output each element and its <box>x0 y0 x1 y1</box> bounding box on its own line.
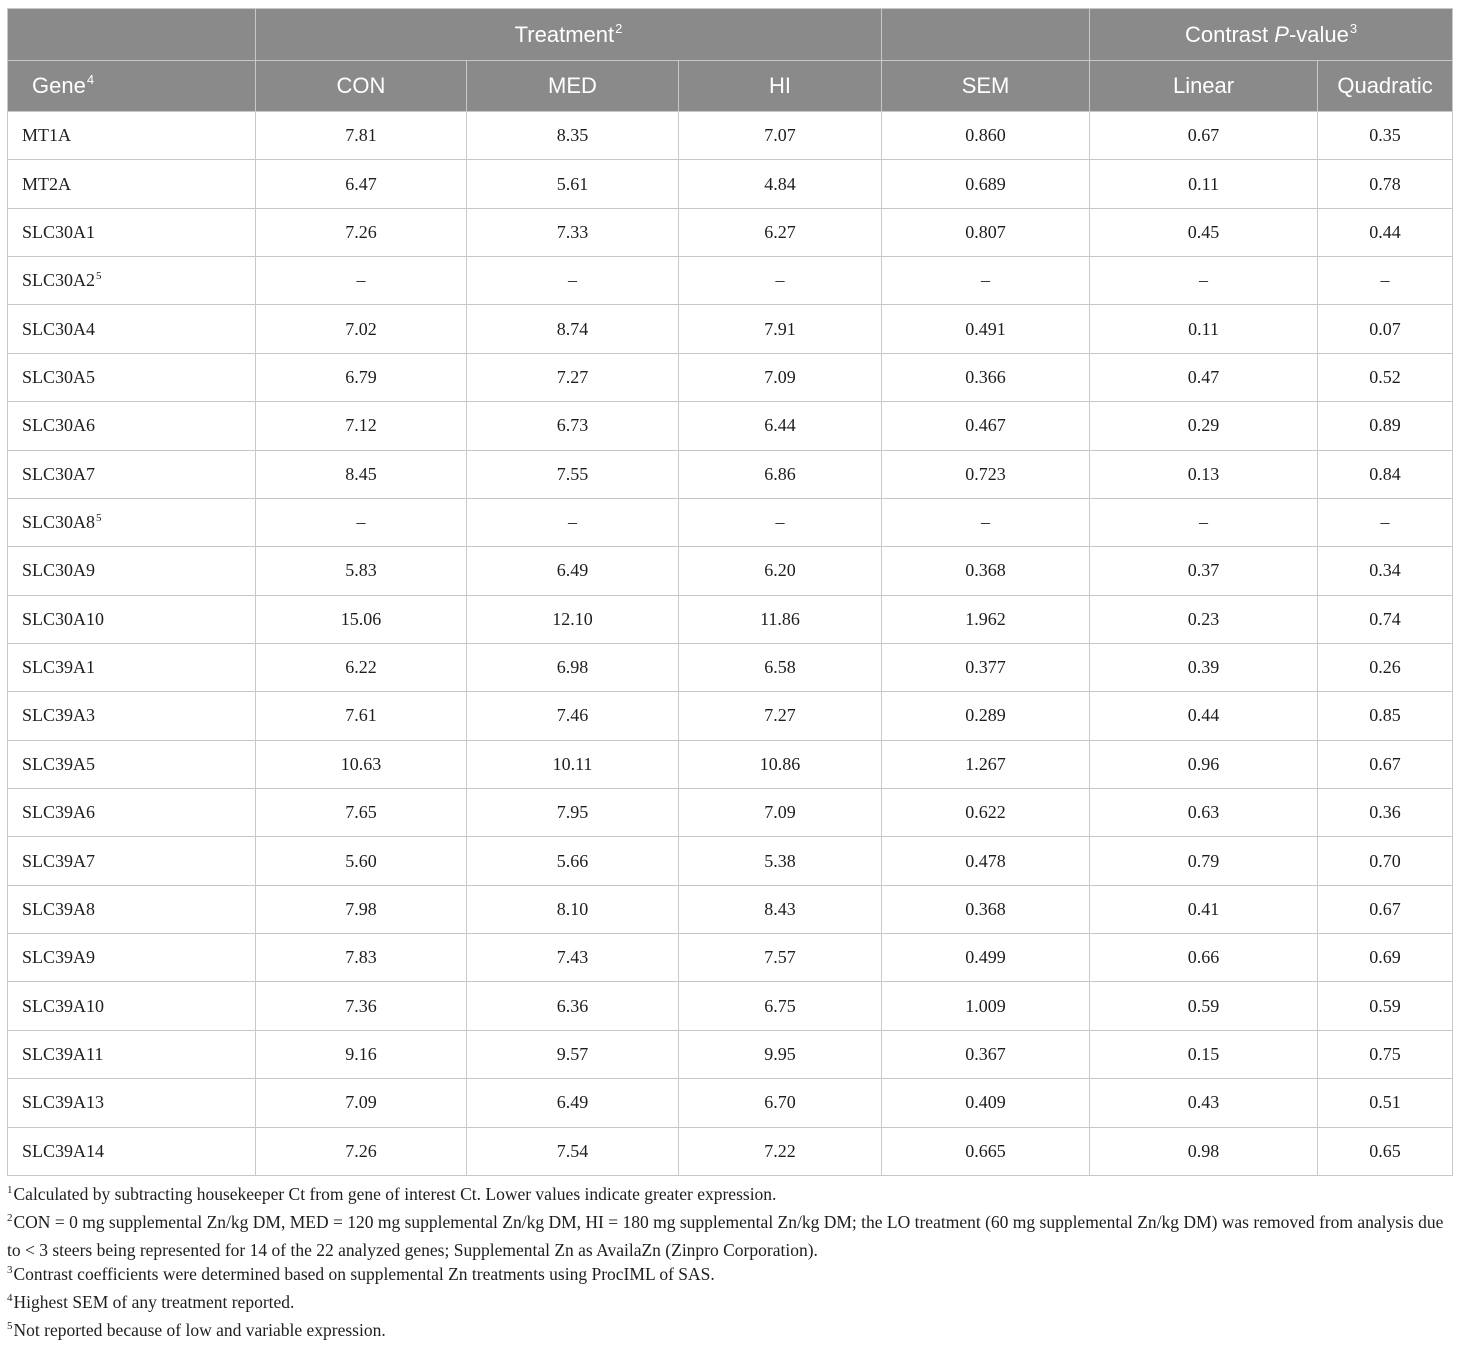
value-cell-linear: 0.44 <box>1090 692 1318 740</box>
gene-name: SLC30A10 <box>22 608 105 629</box>
value-cell-linear: 0.23 <box>1090 595 1318 643</box>
value-cell-linear: 0.67 <box>1090 112 1318 160</box>
value-cell-linear: 0.29 <box>1090 402 1318 450</box>
value-cell-quadratic: 0.69 <box>1318 934 1453 982</box>
value-cell-con: 7.98 <box>256 885 467 933</box>
gene-name: SLC30A6 <box>22 415 96 436</box>
gene-cell <box>8 257 256 305</box>
footnote-text: CON = 0 mg supplemental Zn/kg DM, MED = 120 mg supplemental Zn/kg DM, HI = 180 mg supplemental Zn/kg DM; the LO treatment (60 mg supplemental Zn/kg DM) was removed from analysis due to < 3 steers being represented for 14 of the 22 analyzed genes; Supplemental Zn as AvailaZn (Zinpro Corporation). <box>7 1211 1444 1260</box>
value-cell-med: 6.98 <box>467 643 679 691</box>
column-header-hi: HI <box>679 61 882 112</box>
value-cell-med: 5.66 <box>467 837 679 885</box>
footnote-3 <box>7 1262 1453 1290</box>
value-cell-con: 6.22 <box>256 643 467 691</box>
gene-name: SLC30A5 <box>22 366 96 387</box>
value-cell-quadratic: 0.36 <box>1318 789 1453 837</box>
column-header-sem: SEM <box>882 61 1090 112</box>
footnote-ref: 3 <box>1349 20 1358 36</box>
footnote-mark: 2 <box>7 1211 13 1224</box>
value-cell-sem: 0.366 <box>882 353 1090 401</box>
value-cell-med: 10.11 <box>467 740 679 788</box>
value-cell-con: 10.63 <box>256 740 467 788</box>
value-cell-med: 8.35 <box>467 112 679 160</box>
table-row <box>8 982 1453 1030</box>
value-cell-sem: – <box>882 257 1090 305</box>
value-cell-med: 7.27 <box>467 353 679 401</box>
value-cell-sem: 0.467 <box>882 402 1090 450</box>
table-row <box>8 450 1453 498</box>
value-cell-linear: 0.11 <box>1090 305 1318 353</box>
table-row <box>8 1079 1453 1127</box>
value-cell-hi: 6.20 <box>679 547 882 595</box>
value-cell-hi: 7.27 <box>679 692 882 740</box>
value-cell-hi: 7.91 <box>679 305 882 353</box>
value-cell-quadratic: 0.26 <box>1318 643 1453 691</box>
value-cell-linear: 0.79 <box>1090 837 1318 885</box>
table-row <box>8 595 1453 643</box>
gene-cell <box>8 982 256 1030</box>
value-cell-hi: 8.43 <box>679 885 882 933</box>
gene-cell <box>8 643 256 691</box>
gene-cell <box>8 1030 256 1078</box>
header-row-columns <box>8 61 1453 112</box>
value-cell-sem: 0.807 <box>882 208 1090 256</box>
value-cell-med: 7.54 <box>467 1127 679 1175</box>
footnote-ref: 2 <box>615 20 623 36</box>
value-cell-quadratic: 0.75 <box>1318 1030 1453 1078</box>
value-cell-con: 7.26 <box>256 208 467 256</box>
table-body <box>8 112 1453 1176</box>
gene-cell <box>8 595 256 643</box>
gene-cell <box>8 740 256 788</box>
value-cell-med: – <box>467 498 679 546</box>
value-cell-sem: 1.009 <box>882 982 1090 1030</box>
value-cell-linear: – <box>1090 257 1318 305</box>
value-cell-med: 7.33 <box>467 208 679 256</box>
gene-name: SLC39A14 <box>22 1140 105 1161</box>
column-header-gene-label: Gene <box>32 73 86 98</box>
value-cell-quadratic: 0.59 <box>1318 982 1453 1030</box>
gene-cell <box>8 353 256 401</box>
footnote-ref: 5 <box>96 270 102 283</box>
value-cell-quadratic: 0.70 <box>1318 837 1453 885</box>
value-cell-sem: 0.665 <box>882 1127 1090 1175</box>
value-cell-con: 15.06 <box>256 595 467 643</box>
footnote-mark: 1 <box>7 1184 13 1196</box>
value-cell-hi: 7.57 <box>679 934 882 982</box>
gene-cell <box>8 402 256 450</box>
value-cell-quadratic: 0.74 <box>1318 595 1453 643</box>
table-footnotes <box>7 1182 1453 1346</box>
value-cell-hi: 6.58 <box>679 643 882 691</box>
column-header-linear: Linear <box>1090 61 1318 112</box>
value-cell-med: 6.73 <box>467 402 679 450</box>
value-cell-quadratic: 0.44 <box>1318 208 1453 256</box>
value-cell-med: 7.43 <box>467 934 679 982</box>
gene-name: SLC39A11 <box>22 1044 104 1064</box>
column-header-quadratic: Quadratic <box>1318 61 1453 112</box>
value-cell-quadratic: 0.35 <box>1318 112 1453 160</box>
header-contrast <box>1090 9 1453 61</box>
gene-cell <box>8 498 256 546</box>
value-cell-sem: 0.367 <box>882 1030 1090 1078</box>
value-cell-sem: 0.289 <box>882 692 1090 740</box>
value-cell-med: – <box>467 257 679 305</box>
value-cell-sem: 0.409 <box>882 1079 1090 1127</box>
value-cell-quadratic: 0.84 <box>1318 450 1453 498</box>
gene-cell <box>8 547 256 595</box>
value-cell-con: 9.16 <box>256 1030 467 1078</box>
value-cell-med: 5.61 <box>467 160 679 208</box>
header-contrast-label: Contrast <box>1184 21 1275 47</box>
value-cell-med: 7.46 <box>467 692 679 740</box>
value-cell-quadratic: 0.78 <box>1318 160 1453 208</box>
value-cell-quadratic: 0.51 <box>1318 1079 1453 1127</box>
value-cell-sem: 0.478 <box>882 837 1090 885</box>
footnote-mark: 4 <box>7 1292 13 1305</box>
column-header-con: CON <box>256 61 467 112</box>
value-cell-quadratic: 0.67 <box>1318 740 1453 788</box>
value-cell-con: 7.12 <box>256 402 467 450</box>
table-row <box>8 789 1453 837</box>
value-cell-hi: – <box>679 498 882 546</box>
gene-cell <box>8 160 256 208</box>
footnote-text: Calculated by subtracting housekeeper Ct from gene of interest Ct. Lower values indicate greater expression. <box>13 1184 777 1204</box>
value-cell-sem: 0.723 <box>882 450 1090 498</box>
value-cell-hi: 6.70 <box>679 1079 882 1127</box>
gene-name: SLC39A9 <box>22 947 96 968</box>
table-row <box>8 498 1453 546</box>
footnote-text: Highest SEM of any treatment reported. <box>13 1292 295 1313</box>
table-row <box>8 402 1453 450</box>
value-cell-hi: 6.44 <box>679 402 882 450</box>
gene-name: SLC39A7 <box>22 850 96 871</box>
gene-name: SLC39A8 <box>22 898 96 919</box>
value-cell-hi: 11.86 <box>679 595 882 643</box>
value-cell-sem: 1.267 <box>882 740 1090 788</box>
footnote-text: Not reported because of low and variable expression. <box>13 1319 386 1340</box>
table-row <box>8 1127 1453 1175</box>
value-cell-linear: 0.66 <box>1090 934 1318 982</box>
value-cell-quadratic: – <box>1318 498 1453 546</box>
value-cell-hi: 7.22 <box>679 1127 882 1175</box>
value-cell-hi: 6.27 <box>679 208 882 256</box>
value-cell-linear: – <box>1090 498 1318 546</box>
value-cell-con: 7.61 <box>256 692 467 740</box>
value-cell-linear: 0.96 <box>1090 740 1318 788</box>
table-row <box>8 740 1453 788</box>
value-cell-hi: 9.95 <box>679 1030 882 1078</box>
header-blank-gene <box>8 9 256 61</box>
footnote-mark: 3 <box>7 1264 13 1277</box>
value-cell-sem: 0.491 <box>882 305 1090 353</box>
footnote-text: Contrast coefficients were determined based on supplemental Zn treatments using ProcIML of SAS. <box>13 1264 715 1285</box>
value-cell-sem: – <box>882 498 1090 546</box>
value-cell-con: 8.45 <box>256 450 467 498</box>
header-contrast-p: P <box>1274 21 1289 47</box>
value-cell-linear: 0.47 <box>1090 353 1318 401</box>
value-cell-med: 7.55 <box>467 450 679 498</box>
value-cell-con: 7.02 <box>256 305 467 353</box>
value-cell-linear: 0.11 <box>1090 160 1318 208</box>
gene-name: MT2A <box>22 173 71 194</box>
value-cell-linear: 0.39 <box>1090 643 1318 691</box>
value-cell-linear: 0.98 <box>1090 1127 1318 1175</box>
value-cell-sem: 0.689 <box>882 160 1090 208</box>
value-cell-hi: 6.75 <box>679 982 882 1030</box>
table-row <box>8 934 1453 982</box>
gene-cell <box>8 305 256 353</box>
value-cell-con: 7.36 <box>256 982 467 1030</box>
gene-name: MT1A <box>22 125 71 146</box>
value-cell-med: 7.95 <box>467 789 679 837</box>
value-cell-med: 8.74 <box>467 305 679 353</box>
value-cell-con: – <box>256 498 467 546</box>
value-cell-con: 7.26 <box>256 1127 467 1175</box>
gene-cell <box>8 1127 256 1175</box>
value-cell-sem: 0.368 <box>882 885 1090 933</box>
table-row <box>8 257 1453 305</box>
gene-cell <box>8 789 256 837</box>
value-cell-sem: 0.860 <box>882 112 1090 160</box>
value-cell-con: 7.09 <box>256 1079 467 1127</box>
value-cell-quadratic: 0.89 <box>1318 402 1453 450</box>
value-cell-quadratic: 0.67 <box>1318 885 1453 933</box>
value-cell-hi: 7.09 <box>679 789 882 837</box>
header-blank-sem <box>882 9 1090 61</box>
footnote-ref: 4 <box>86 72 95 87</box>
value-cell-linear: 0.37 <box>1090 547 1318 595</box>
gene-name: SLC30A2 <box>22 270 96 291</box>
value-cell-quadratic: 0.07 <box>1318 305 1453 353</box>
value-cell-linear: 0.59 <box>1090 982 1318 1030</box>
value-cell-sem: 0.377 <box>882 643 1090 691</box>
gene-cell <box>8 692 256 740</box>
value-cell-quadratic: 0.34 <box>1318 547 1453 595</box>
table-row <box>8 160 1453 208</box>
value-cell-hi: 7.07 <box>679 112 882 160</box>
gene-cell <box>8 208 256 256</box>
table-row <box>8 208 1453 256</box>
table-row <box>8 692 1453 740</box>
header-treatment-label: Treatment <box>514 21 615 47</box>
value-cell-hi: 7.09 <box>679 353 882 401</box>
table-row <box>8 547 1453 595</box>
gene-cell <box>8 885 256 933</box>
table-row <box>8 837 1453 885</box>
gene-cell <box>8 1079 256 1127</box>
value-cell-con: 7.81 <box>256 112 467 160</box>
table-row <box>8 353 1453 401</box>
gene-name: SLC39A3 <box>22 705 96 726</box>
table-row <box>8 305 1453 353</box>
gene-cell <box>8 112 256 160</box>
value-cell-hi: – <box>679 257 882 305</box>
value-cell-hi: 10.86 <box>679 740 882 788</box>
value-cell-sem: 0.499 <box>882 934 1090 982</box>
table-row <box>8 643 1453 691</box>
footnote-4 <box>7 1290 1453 1318</box>
value-cell-quadratic: 0.85 <box>1318 692 1453 740</box>
gene-expression-table <box>7 8 1453 1176</box>
gene-name: SLC30A4 <box>22 318 96 339</box>
column-header-gene <box>8 61 256 112</box>
column-header-med: MED <box>467 61 679 112</box>
header-treatment <box>256 9 882 61</box>
table-row <box>8 112 1453 160</box>
value-cell-med: 6.36 <box>467 982 679 1030</box>
footnote-2 <box>7 1210 1453 1263</box>
header-contrast-value: -value <box>1288 21 1349 47</box>
value-cell-linear: 0.15 <box>1090 1030 1318 1078</box>
value-cell-con: 5.60 <box>256 837 467 885</box>
gene-name: SLC30A8 <box>22 512 96 533</box>
value-cell-med: 6.49 <box>467 1079 679 1127</box>
gene-name: SLC39A10 <box>22 995 105 1016</box>
value-cell-quadratic: 0.52 <box>1318 353 1453 401</box>
value-cell-med: 9.57 <box>467 1030 679 1078</box>
gene-name: SLC30A9 <box>22 560 96 581</box>
gene-name: SLC39A5 <box>22 753 96 774</box>
value-cell-linear: 0.63 <box>1090 789 1318 837</box>
value-cell-con: 6.47 <box>256 160 467 208</box>
value-cell-quadratic: – <box>1318 257 1453 305</box>
value-cell-sem: 0.622 <box>882 789 1090 837</box>
table-row <box>8 1030 1453 1078</box>
gene-cell <box>8 450 256 498</box>
table-header <box>8 9 1453 112</box>
gene-name: SLC39A1 <box>22 657 96 678</box>
footnote-ref: 5 <box>96 512 102 525</box>
value-cell-linear: 0.45 <box>1090 208 1318 256</box>
value-cell-linear: 0.41 <box>1090 885 1318 933</box>
value-cell-sem: 0.368 <box>882 547 1090 595</box>
value-cell-hi: 4.84 <box>679 160 882 208</box>
value-cell-con: – <box>256 257 467 305</box>
header-row-groups <box>8 9 1453 61</box>
value-cell-linear: 0.13 <box>1090 450 1318 498</box>
gene-cell <box>8 934 256 982</box>
gene-name: SLC30A7 <box>22 463 96 484</box>
value-cell-hi: 5.38 <box>679 837 882 885</box>
footnote-mark: 5 <box>7 1319 13 1332</box>
value-cell-linear: 0.43 <box>1090 1079 1318 1127</box>
footnote-5 <box>7 1318 1453 1346</box>
value-cell-med: 8.10 <box>467 885 679 933</box>
gene-name: SLC30A1 <box>22 221 96 242</box>
value-cell-hi: 6.86 <box>679 450 882 498</box>
gene-name: SLC39A6 <box>22 802 96 823</box>
footnote-1 <box>7 1182 1453 1210</box>
value-cell-med: 12.10 <box>467 595 679 643</box>
gene-cell <box>8 837 256 885</box>
value-cell-con: 5.83 <box>256 547 467 595</box>
table-row <box>8 885 1453 933</box>
value-cell-con: 7.83 <box>256 934 467 982</box>
value-cell-con: 7.65 <box>256 789 467 837</box>
value-cell-med: 6.49 <box>467 547 679 595</box>
value-cell-con: 6.79 <box>256 353 467 401</box>
value-cell-sem: 1.962 <box>882 595 1090 643</box>
gene-name: SLC39A13 <box>22 1092 105 1113</box>
value-cell-quadratic: 0.65 <box>1318 1127 1453 1175</box>
